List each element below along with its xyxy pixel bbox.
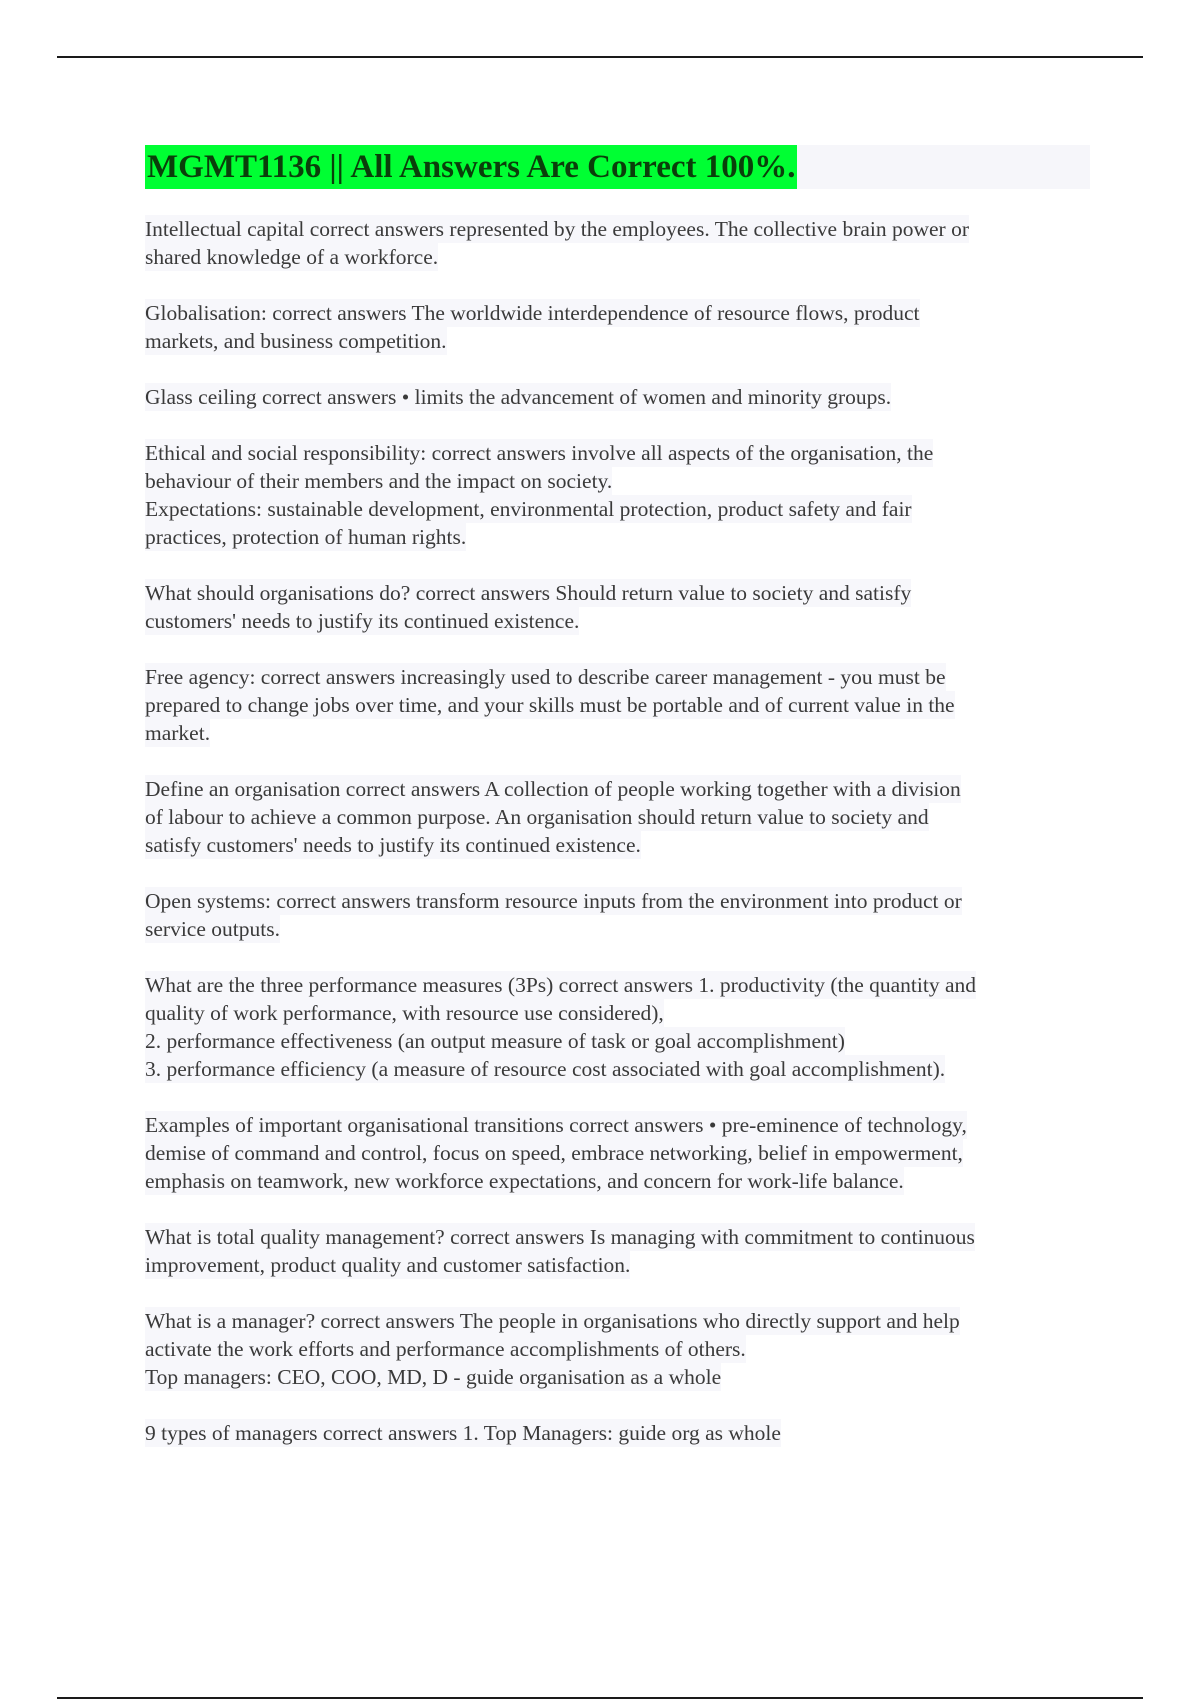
qa-entry bbox=[145, 579, 1090, 635]
entry-line: Free agency: correct answers increasingly used to describe career management - you must be bbox=[145, 665, 946, 689]
qa-entry bbox=[145, 299, 1090, 355]
entry-line: customers' needs to justify its continued existence. bbox=[145, 609, 580, 633]
entry-line: practices, protection of human rights. bbox=[145, 525, 467, 549]
qa-entry bbox=[145, 1223, 1090, 1279]
entry-line: emphasis on teamwork, new workforce expectations, and concern for work-life balance. bbox=[145, 1169, 904, 1193]
entry-line: Intellectual capital correct answers represented by the employees. The collective brain power or bbox=[145, 217, 970, 241]
entry-line: Top managers: CEO, COO, MD, D - guide organisation as a whole bbox=[145, 1365, 722, 1389]
entry-line: 9 types of managers correct answers 1. Top Managers: guide org as whole bbox=[145, 1421, 781, 1445]
entry-line: Examples of important organisational transitions correct answers • pre-eminence of technology, bbox=[145, 1113, 967, 1137]
qa-entry bbox=[145, 663, 1090, 747]
entry-line: What is total quality management? correct answers Is managing with commitment to continuous bbox=[145, 1225, 975, 1249]
entry-line: quality of work performance, with resource use considered), bbox=[145, 1001, 664, 1025]
entry-line: Define an organisation correct answers A collection of people working together with a division bbox=[145, 777, 961, 801]
document-title: MGMT1136 || All Answers Are Correct 100%. bbox=[145, 145, 797, 189]
document-body bbox=[145, 145, 1090, 1475]
entry-line: service outputs. bbox=[145, 917, 280, 941]
qa-entry bbox=[145, 887, 1090, 943]
title-band bbox=[145, 145, 1090, 189]
qa-entry bbox=[145, 439, 1090, 551]
entry-line: markets, and business competition. bbox=[145, 329, 447, 353]
entry-line: Open systems: correct answers transform resource inputs from the environment into product or bbox=[145, 889, 962, 913]
entry-line: What is a manager? correct answers The people in organisations who directly support and help bbox=[145, 1309, 960, 1333]
qa-entry bbox=[145, 1419, 1090, 1447]
entry-line: What should organisations do? correct answers Should return value to society and satisfy bbox=[145, 581, 912, 605]
entry-line: 2. performance effectiveness (an output measure of task or goal accomplishment) bbox=[145, 1029, 845, 1053]
entry-line: market. bbox=[145, 721, 211, 745]
qa-entry bbox=[145, 1111, 1090, 1195]
entry-line: What are the three performance measures (3Ps) correct answers 1. productivity (the quantity and bbox=[145, 973, 977, 997]
entry-line: shared knowledge of a workforce. bbox=[145, 245, 439, 269]
entry-line: activate the work efforts and performance accomplishments of others. bbox=[145, 1337, 746, 1361]
bottom-rule bbox=[57, 1697, 1143, 1699]
entry-line: Ethical and social responsibility: correct answers involve all aspects of the organisation, the bbox=[145, 441, 934, 465]
entry-line: Expectations: sustainable development, environmental protection, product safety and fair bbox=[145, 497, 912, 521]
entry-line: improvement, product quality and customer satisfaction. bbox=[145, 1253, 631, 1277]
qa-entry bbox=[145, 383, 1090, 411]
top-rule bbox=[57, 56, 1143, 58]
entry-line: Glass ceiling correct answers • limits the advancement of women and minority groups. bbox=[145, 385, 892, 409]
entry-line: 3. performance efficiency (a measure of resource cost associated with goal accomplishment). bbox=[145, 1057, 946, 1081]
qa-entry bbox=[145, 971, 1090, 1083]
entry-line: behaviour of their members and the impact on society. bbox=[145, 469, 613, 493]
entry-line: satisfy customers' needs to justify its continued existence. bbox=[145, 833, 641, 857]
qa-entry bbox=[145, 1307, 1090, 1391]
qa-entry bbox=[145, 215, 1090, 271]
qa-entry bbox=[145, 775, 1090, 859]
entry-line: demise of command and control, focus on speed, embrace networking, belief in empowerment, bbox=[145, 1141, 963, 1165]
entry-line: of labour to achieve a common purpose. An organisation should return value to society and bbox=[145, 805, 929, 829]
entry-line: Globalisation: correct answers The worldwide interdependence of resource flows, product bbox=[145, 301, 920, 325]
entry-line: prepared to change jobs over time, and your skills must be portable and of current value in the bbox=[145, 693, 955, 717]
